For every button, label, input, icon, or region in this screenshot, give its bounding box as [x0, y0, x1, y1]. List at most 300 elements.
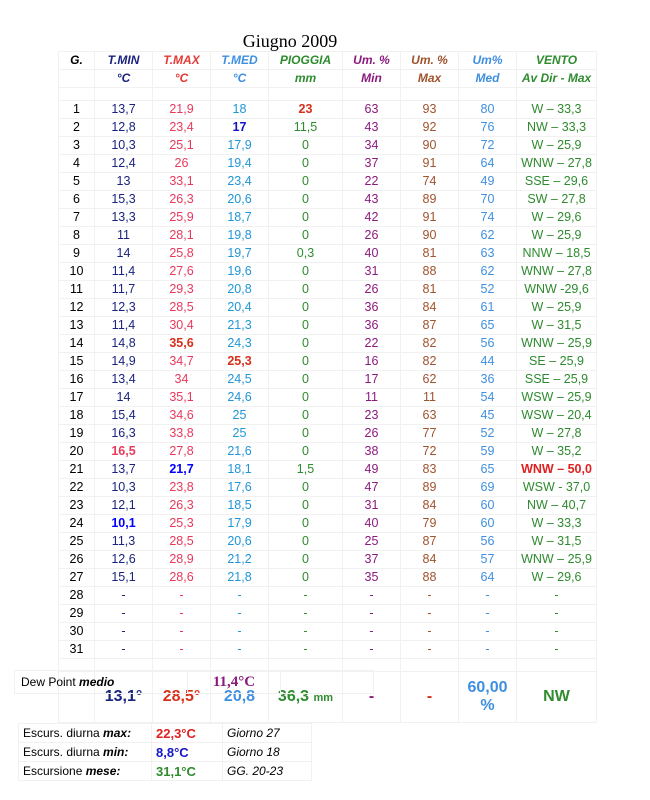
cell-rain: 0 — [269, 263, 343, 281]
cell-tmed: 25 — [211, 425, 269, 443]
cell-rain: 0 — [269, 515, 343, 533]
empty-cell — [269, 88, 343, 101]
cell-umed: 80 — [459, 101, 517, 119]
dew-point-label: Dew Point medio — [15, 671, 188, 694]
header-umin: Min — [343, 70, 401, 88]
cell-tmin: 10,1 — [95, 515, 153, 533]
cell-rain: 0 — [269, 281, 343, 299]
cell-g: 27 — [59, 569, 95, 587]
cell-rain: 0 — [269, 389, 343, 407]
cell-umax: 82 — [401, 353, 459, 371]
cell-g: 5 — [59, 173, 95, 191]
cell-tmin: - — [95, 641, 153, 659]
cell-wind: W – 25,9 — [517, 137, 597, 155]
cell-umax: 84 — [401, 497, 459, 515]
cell-rain: 0 — [269, 137, 343, 155]
cell-umin: 22 — [343, 173, 401, 191]
cell-tmed: 20,8 — [211, 281, 269, 299]
cell-tmin: 11 — [95, 227, 153, 245]
excursion-label-em-text: mese: — [85, 764, 121, 778]
cell-tmed: 19,4 — [211, 155, 269, 173]
cell-g: 1 — [59, 101, 95, 119]
cell-umin: 35 — [343, 569, 401, 587]
total-umed: 60,00 % — [459, 672, 517, 723]
cell-umin: 63 — [343, 101, 401, 119]
header-tmed: °C — [211, 70, 269, 88]
excursion-day: GG. 20-23 — [223, 762, 312, 781]
cell-wind: NNW – 18,5 — [517, 245, 597, 263]
cell-umin: 26 — [343, 281, 401, 299]
cell-wind: - — [517, 587, 597, 605]
cell-rain: 0 — [269, 335, 343, 353]
cell-tmax: 21,9 — [153, 101, 211, 119]
total-rain-value: 36,3 — [277, 687, 310, 705]
excursion-row — [19, 762, 312, 781]
table-row — [59, 155, 597, 173]
excursion-label-em — [103, 726, 131, 740]
cell-tmed: 18 — [211, 101, 269, 119]
cell-umed: 70 — [459, 191, 517, 209]
cell-wind: W – 29,6 — [517, 209, 597, 227]
cell-tmax: 35,6 — [153, 335, 211, 353]
cell-tmax: 23,8 — [153, 479, 211, 497]
cell-tmin: 11,4 — [95, 317, 153, 335]
cell-umin: 37 — [343, 551, 401, 569]
cell-tmed: 21,6 — [211, 443, 269, 461]
cell-g: 4 — [59, 155, 95, 173]
cell-tmin: 10,3 — [95, 479, 153, 497]
cell-umax: 81 — [401, 245, 459, 263]
cell-umin: 42 — [343, 209, 401, 227]
cell-tmin: 12,8 — [95, 119, 153, 137]
table-row — [59, 515, 597, 533]
cell-umax: 88 — [401, 569, 459, 587]
cell-g: 9 — [59, 245, 95, 263]
cell-umed: 62 — [459, 227, 517, 245]
cell-g: 6 — [59, 191, 95, 209]
cell-g: 2 — [59, 119, 95, 137]
cell-umed: 60 — [459, 515, 517, 533]
cell-wind: W – 29,6 — [517, 569, 597, 587]
cell-umin: 43 — [343, 119, 401, 137]
cell-rain: - — [269, 623, 343, 641]
cell-g: 26 — [59, 551, 95, 569]
cell-rain: 0 — [269, 569, 343, 587]
cell-g: 11 — [59, 281, 95, 299]
cell-g: 7 — [59, 209, 95, 227]
cell-tmin: 14,8 — [95, 335, 153, 353]
cell-umax: 62 — [401, 371, 459, 389]
empty-cell — [343, 88, 401, 101]
cell-tmin: 12,1 — [95, 497, 153, 515]
cell-umin: 26 — [343, 227, 401, 245]
cell-tmax: - — [153, 641, 211, 659]
cell-wind: WSW – 25,9 — [517, 389, 597, 407]
cell-rain: 0 — [269, 551, 343, 569]
cell-umax: 87 — [401, 533, 459, 551]
table-row — [59, 533, 597, 551]
cell-tmax: 27,6 — [153, 263, 211, 281]
table-row — [59, 641, 597, 659]
cell-g: 18 — [59, 407, 95, 425]
cell-tmed: - — [211, 587, 269, 605]
table-row — [59, 353, 597, 371]
total-umax: - — [401, 672, 459, 723]
cell-tmin: 15,1 — [95, 569, 153, 587]
cell-tmed: 20,6 — [211, 191, 269, 209]
cell-wind: WNW – 25,9 — [517, 335, 597, 353]
header-umax: Um. % — [401, 52, 459, 70]
excursion-label-em-text: max: — [103, 726, 132, 740]
table-row — [59, 191, 597, 209]
excursion-label-prefix: Escurs. diurna — [23, 726, 104, 740]
table-row — [59, 623, 597, 641]
empty-cell — [517, 659, 597, 672]
cell-tmin: 13,7 — [95, 461, 153, 479]
cell-rain: 0 — [269, 371, 343, 389]
cell-tmin: 16,5 — [95, 443, 153, 461]
cell-tmin: 11,4 — [95, 263, 153, 281]
excursion-day: Giorno 18 — [223, 743, 312, 762]
empty-cell — [459, 88, 517, 101]
table-row — [59, 101, 597, 119]
cell-umin: 36 — [343, 299, 401, 317]
cell-umin: 11 — [343, 389, 401, 407]
table-row — [59, 569, 597, 587]
header-wind: VENTO — [517, 52, 597, 70]
table-row — [59, 245, 597, 263]
cell-umax: - — [401, 605, 459, 623]
cell-umed: 60 — [459, 497, 517, 515]
cell-rain: 11,5 — [269, 119, 343, 137]
cell-wind: WNW – 50,0 — [517, 461, 597, 479]
cell-umax: 92 — [401, 119, 459, 137]
excursion-label-prefix: Escursione — [23, 764, 86, 778]
cell-umed: 59 — [459, 443, 517, 461]
table-row — [59, 587, 597, 605]
cell-tmax: 23,4 — [153, 119, 211, 137]
cell-g: 20 — [59, 443, 95, 461]
cell-tmed: 19,8 — [211, 227, 269, 245]
header-umin: Um. % — [343, 52, 401, 70]
cell-umin: 40 — [343, 515, 401, 533]
empty-cell — [95, 88, 153, 101]
cell-rain: - — [269, 641, 343, 659]
cell-umax: 81 — [401, 281, 459, 299]
cell-tmed: 18,5 — [211, 497, 269, 515]
cell-wind: NW – 33,3 — [517, 119, 597, 137]
cell-umed: 56 — [459, 533, 517, 551]
cell-umed: 63 — [459, 245, 517, 263]
cell-rain: 0,3 — [269, 245, 343, 263]
cell-umed: 44 — [459, 353, 517, 371]
header-rain: mm — [269, 70, 343, 88]
cell-tmed: 25 — [211, 407, 269, 425]
cell-umin: 43 — [343, 191, 401, 209]
dew-point-value: 11,4°C — [188, 671, 281, 694]
cell-umin: 34 — [343, 137, 401, 155]
cell-tmax: 26 — [153, 155, 211, 173]
cell-umed: 57 — [459, 551, 517, 569]
cell-tmax: - — [153, 623, 211, 641]
cell-tmax: 25,1 — [153, 137, 211, 155]
table-row — [59, 227, 597, 245]
cell-umin: 49 — [343, 461, 401, 479]
empty-cell — [211, 88, 269, 101]
cell-tmed: 19,6 — [211, 263, 269, 281]
table-row — [59, 299, 597, 317]
cell-wind: SSE – 29,6 — [517, 173, 597, 191]
cell-wind: W – 31,5 — [517, 533, 597, 551]
cell-umax: 90 — [401, 137, 459, 155]
cell-wind: NW – 40,7 — [517, 497, 597, 515]
cell-tmed: 19,7 — [211, 245, 269, 263]
cell-wind: SW – 27,8 — [517, 191, 597, 209]
header-umax: Max — [401, 70, 459, 88]
cell-tmax: 33,8 — [153, 425, 211, 443]
cell-wind: W – 25,9 — [517, 299, 597, 317]
cell-g: 17 — [59, 389, 95, 407]
cell-tmin: 14 — [95, 389, 153, 407]
cell-umed: 62 — [459, 263, 517, 281]
cell-umed: - — [459, 587, 517, 605]
cell-tmed: 24,5 — [211, 371, 269, 389]
cell-wind: W – 27,8 — [517, 425, 597, 443]
cell-g: 31 — [59, 641, 95, 659]
cell-umin: 22 — [343, 335, 401, 353]
excursion-table — [18, 723, 312, 781]
table-row — [59, 407, 597, 425]
header-umed: Med — [459, 70, 517, 88]
cell-umax: 90 — [401, 227, 459, 245]
cell-umax: 83 — [401, 461, 459, 479]
cell-umin: 38 — [343, 443, 401, 461]
cell-umed: 54 — [459, 389, 517, 407]
table-row — [59, 371, 597, 389]
cell-umed: 74 — [459, 209, 517, 227]
cell-umax: 82 — [401, 335, 459, 353]
cell-umin: - — [343, 587, 401, 605]
cell-tmin: 13,3 — [95, 209, 153, 227]
cell-wind: WNW – 27,8 — [517, 263, 597, 281]
cell-umin: 23 — [343, 407, 401, 425]
cell-wind: W – 33,3 — [517, 101, 597, 119]
cell-tmax: 34,6 — [153, 407, 211, 425]
excursion-value: 31,1°C — [152, 762, 223, 781]
cell-umax: 72 — [401, 443, 459, 461]
excursion-label — [19, 743, 152, 762]
cell-tmed: 25,3 — [211, 353, 269, 371]
cell-g: 10 — [59, 263, 95, 281]
table-row — [59, 389, 597, 407]
cell-rain: 0 — [269, 479, 343, 497]
table-row — [59, 209, 597, 227]
cell-umed: 49 — [459, 173, 517, 191]
cell-rain: 0 — [269, 227, 343, 245]
cell-tmed: 17 — [211, 119, 269, 137]
table-row — [59, 497, 597, 515]
cell-umed: 65 — [459, 461, 517, 479]
excursion-label — [19, 762, 152, 781]
cell-umin: 37 — [343, 155, 401, 173]
cell-tmed: 17,9 — [211, 137, 269, 155]
empty-cell — [59, 88, 95, 101]
table-row — [59, 335, 597, 353]
cell-tmax: 26,3 — [153, 497, 211, 515]
cell-wind: - — [517, 605, 597, 623]
cell-tmed: 20,4 — [211, 299, 269, 317]
cell-g: 29 — [59, 605, 95, 623]
table-row — [59, 263, 597, 281]
cell-g: 21 — [59, 461, 95, 479]
cell-rain: 0 — [269, 209, 343, 227]
cell-g: 12 — [59, 299, 95, 317]
cell-tmed: - — [211, 623, 269, 641]
cell-g: 30 — [59, 623, 95, 641]
excursion-label-em-text: min: — [103, 745, 129, 759]
cell-umax: 87 — [401, 317, 459, 335]
cell-tmin: - — [95, 623, 153, 641]
cell-tmin: - — [95, 605, 153, 623]
cell-wind: WNW – 27,8 — [517, 155, 597, 173]
table-row — [59, 173, 597, 191]
total-umin: - — [343, 672, 401, 723]
cell-tmax: 34,7 — [153, 353, 211, 371]
cell-wind: W – 25,9 — [517, 227, 597, 245]
cell-tmax: 26,3 — [153, 191, 211, 209]
excursion-row — [19, 743, 312, 762]
header-tmin: T.MIN — [95, 52, 153, 70]
cell-tmax: - — [153, 587, 211, 605]
cell-umin: 47 — [343, 479, 401, 497]
cell-umax: 84 — [401, 551, 459, 569]
header-tmax: °C — [153, 70, 211, 88]
total-tmed: 20,8 — [211, 672, 269, 723]
cell-g: 25 — [59, 533, 95, 551]
excursion-label-em — [86, 764, 121, 778]
cell-umin: 40 — [343, 245, 401, 263]
cell-tmax: 35,1 — [153, 389, 211, 407]
cell-umin: - — [343, 623, 401, 641]
cell-tmin: 15,4 — [95, 407, 153, 425]
cell-umin: 36 — [343, 317, 401, 335]
cell-tmin: - — [95, 587, 153, 605]
cell-tmed: 18,1 — [211, 461, 269, 479]
cell-wind: - — [517, 623, 597, 641]
excursion-row — [19, 724, 312, 743]
cell-tmin: 13,4 — [95, 371, 153, 389]
cell-umed: 36 — [459, 371, 517, 389]
cell-rain: - — [269, 587, 343, 605]
header-g: G. — [59, 52, 95, 70]
cell-tmed: 21,3 — [211, 317, 269, 335]
cell-tmed: 21,2 — [211, 551, 269, 569]
empty-cell — [401, 659, 459, 672]
excursion-label — [19, 724, 152, 743]
cell-tmin: 12,6 — [95, 551, 153, 569]
cell-tmax: 33,1 — [153, 173, 211, 191]
cell-umax: 89 — [401, 479, 459, 497]
cell-tmax: 27,8 — [153, 443, 211, 461]
cell-rain: 0 — [269, 299, 343, 317]
cell-g: 16 — [59, 371, 95, 389]
header-tmin: °C — [95, 70, 153, 88]
empty-cell — [517, 88, 597, 101]
table-row — [59, 479, 597, 497]
cell-umed: 64 — [459, 569, 517, 587]
cell-g: 14 — [59, 335, 95, 353]
cell-umin: - — [343, 605, 401, 623]
cell-tmax: 28,9 — [153, 551, 211, 569]
cell-umin: 31 — [343, 497, 401, 515]
table-row — [59, 425, 597, 443]
cell-rain: 0 — [269, 353, 343, 371]
cell-tmed: 24,3 — [211, 335, 269, 353]
total-tmax: 28,5° — [153, 672, 211, 723]
cell-tmed: - — [211, 641, 269, 659]
cell-tmed: - — [211, 605, 269, 623]
cell-wind: W – 33,3 — [517, 515, 597, 533]
cell-tmin: 14 — [95, 245, 153, 263]
cell-tmax: 28,1 — [153, 227, 211, 245]
excursion-label-em — [103, 745, 128, 759]
cell-tmed: 21,8 — [211, 569, 269, 587]
cell-umax: 91 — [401, 209, 459, 227]
cell-g: 15 — [59, 353, 95, 371]
cell-umin: 25 — [343, 533, 401, 551]
cell-rain: 0 — [269, 173, 343, 191]
cell-tmed: 17,9 — [211, 515, 269, 533]
cell-wind: W – 35,2 — [517, 443, 597, 461]
cell-rain: 0 — [269, 425, 343, 443]
cell-tmax: 25,3 — [153, 515, 211, 533]
cell-tmin: 11,7 — [95, 281, 153, 299]
cell-g: 28 — [59, 587, 95, 605]
cell-rain: 1,5 — [269, 461, 343, 479]
cell-tmax: 28,5 — [153, 299, 211, 317]
cell-wind: WSW – 20,4 — [517, 407, 597, 425]
cell-umed: 45 — [459, 407, 517, 425]
table-row — [59, 443, 597, 461]
cell-tmax: 29,3 — [153, 281, 211, 299]
cell-tmax: 28,5 — [153, 533, 211, 551]
total-wind: NW — [517, 672, 597, 723]
cell-g: 24 — [59, 515, 95, 533]
cell-umax: 74 — [401, 173, 459, 191]
cell-tmin: 15,3 — [95, 191, 153, 209]
header-umed: Um% — [459, 52, 517, 70]
empty-cell — [459, 659, 517, 672]
cell-tmax: 21,7 — [153, 461, 211, 479]
cell-umax: 91 — [401, 155, 459, 173]
total-rain-unit: mm — [313, 691, 334, 704]
cell-umax: 77 — [401, 425, 459, 443]
table-row — [59, 605, 597, 623]
cell-tmed: 20,6 — [211, 533, 269, 551]
cell-rain: 23 — [269, 101, 343, 119]
cell-umin: - — [343, 641, 401, 659]
cell-umax: 89 — [401, 191, 459, 209]
cell-tmin: 12,3 — [95, 299, 153, 317]
cell-umax: 88 — [401, 263, 459, 281]
header-rain: PIOGGIA — [269, 52, 343, 70]
cell-tmax: - — [153, 605, 211, 623]
cell-umed: 64 — [459, 155, 517, 173]
cell-rain: 0 — [269, 407, 343, 425]
cell-umed: - — [459, 623, 517, 641]
weather-table — [58, 51, 597, 723]
cell-wind: SSE – 25,9 — [517, 371, 597, 389]
